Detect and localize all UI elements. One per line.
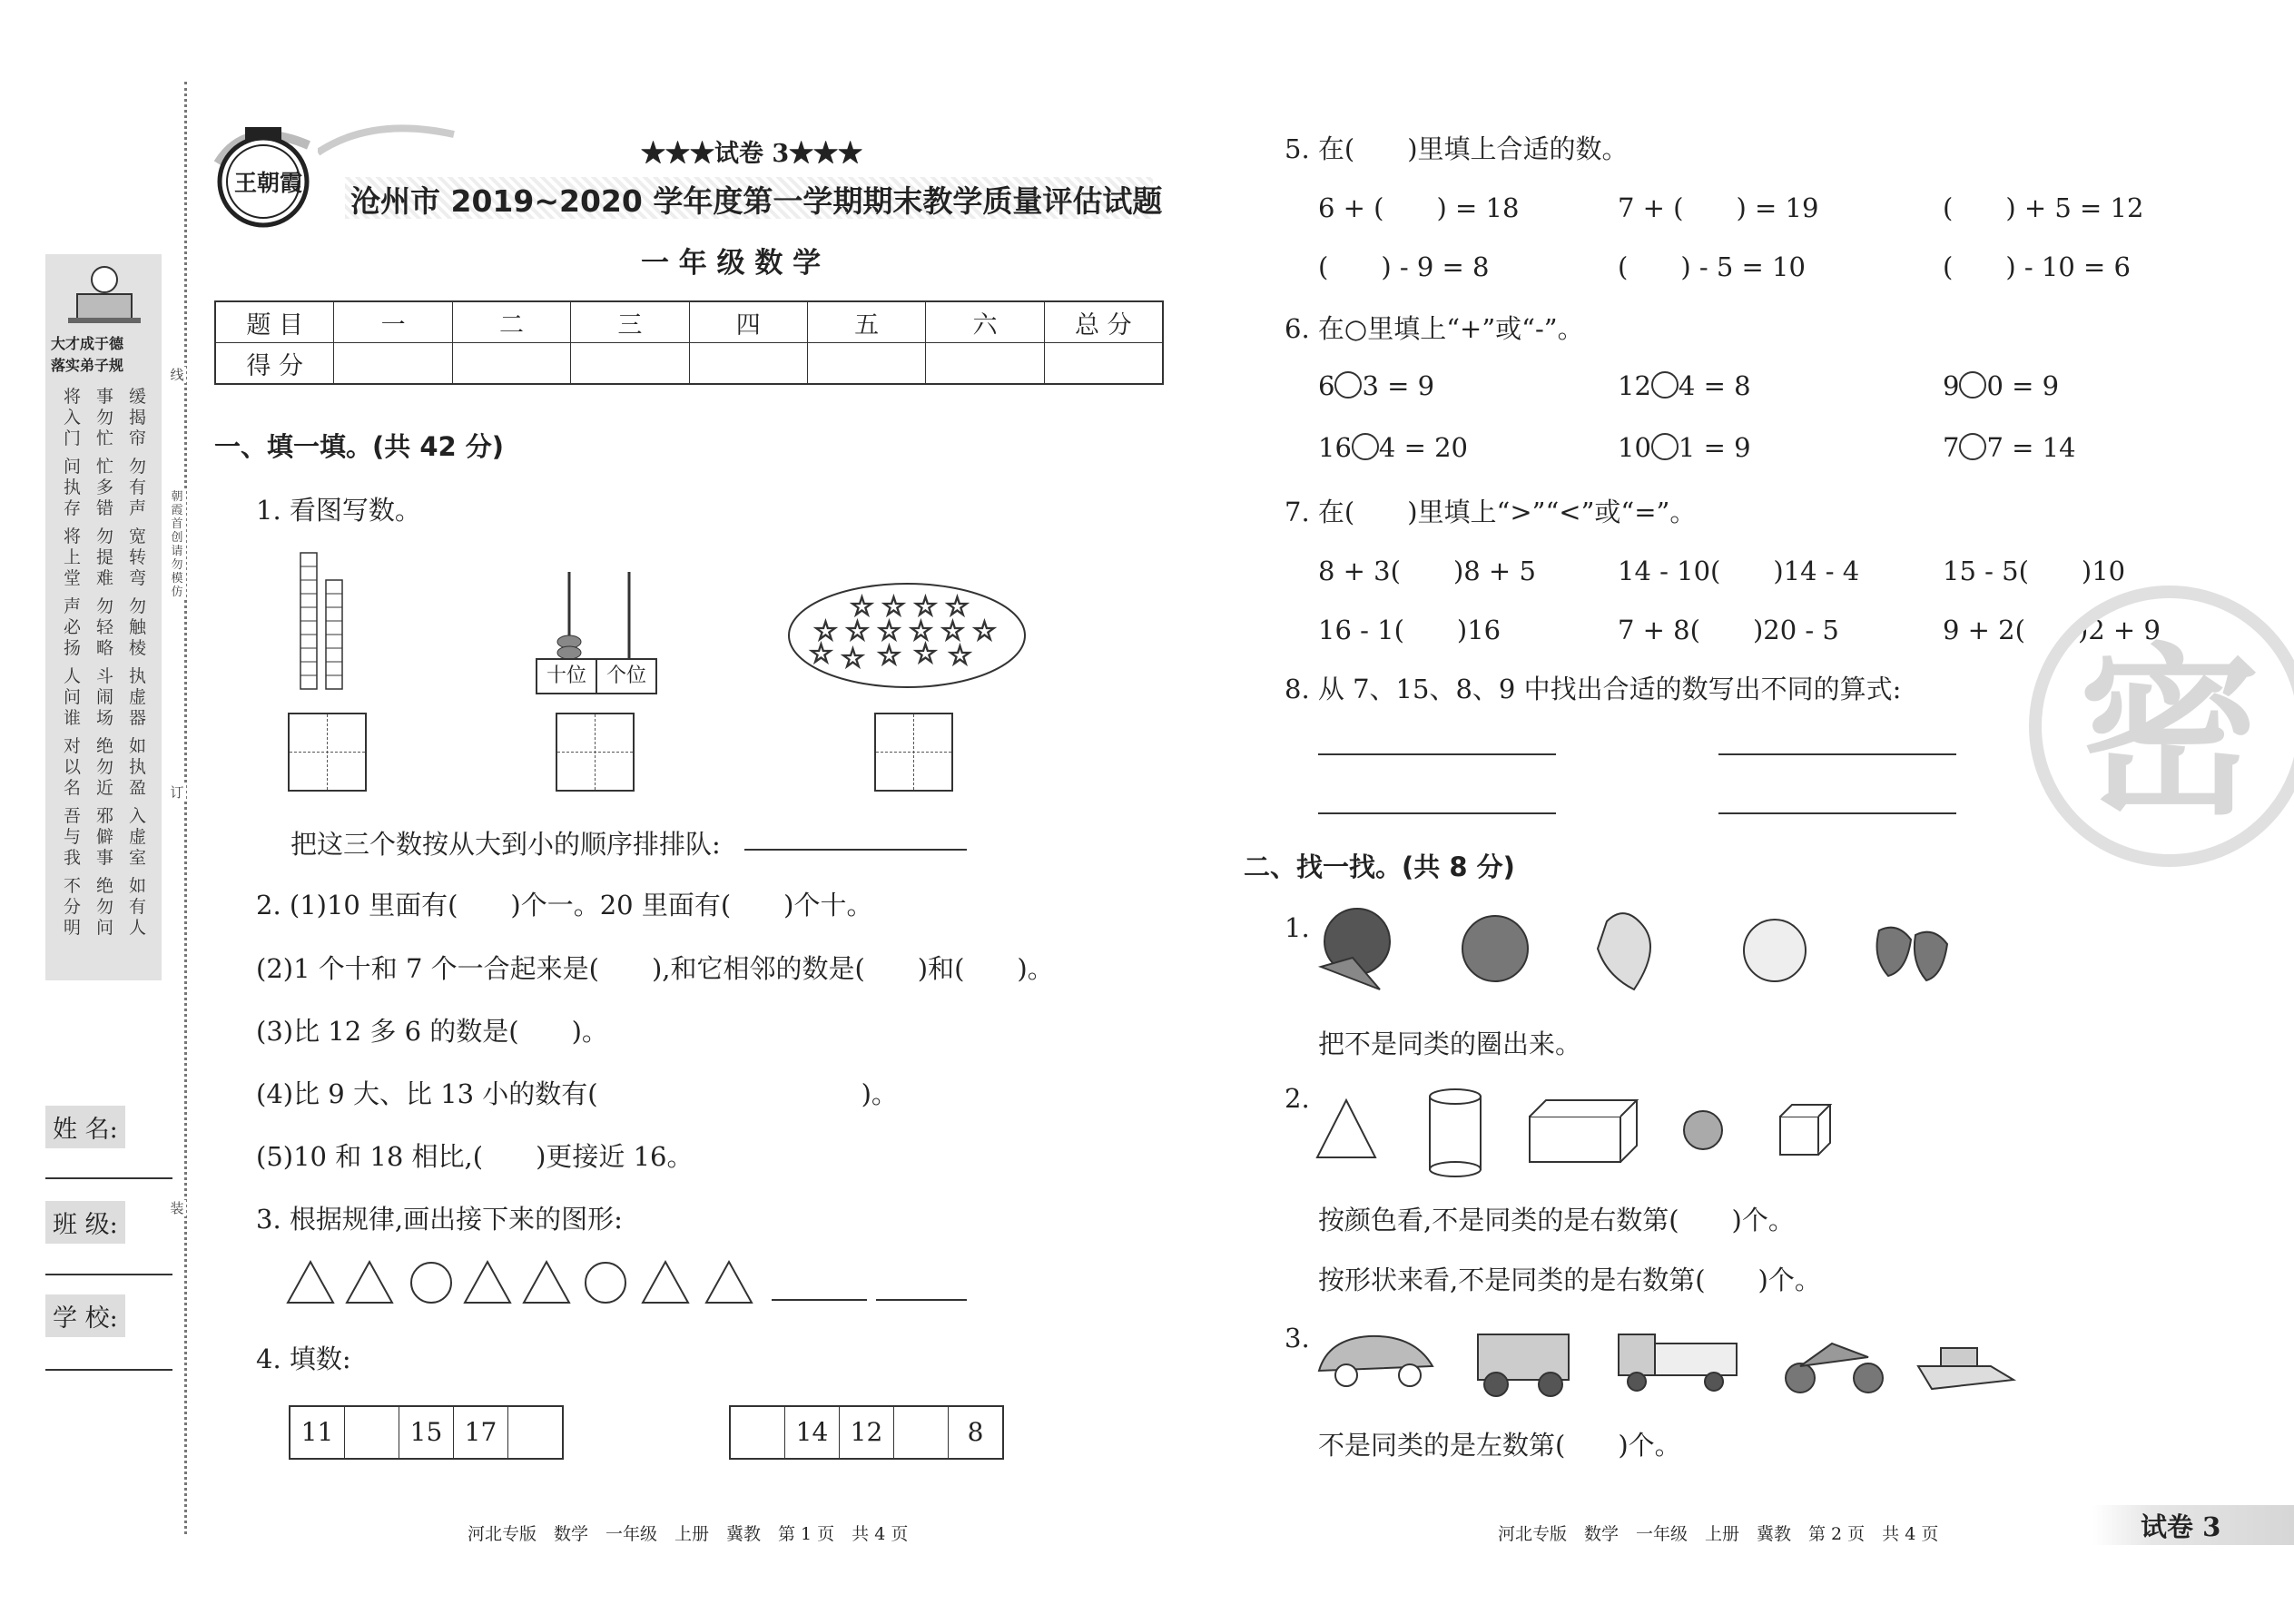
confidential-stamp (2029, 586, 2294, 867)
q4-cell: 11 (290, 1407, 345, 1458)
score-cell[interactable] (926, 343, 1044, 385)
triangle-shape (524, 1262, 569, 1303)
svg-text:☆: ☆ (940, 615, 965, 647)
operator-circle[interactable] (1959, 433, 1986, 460)
motto-group (64, 387, 148, 449)
q7-item: 7 + 8( )20 - 5 (1618, 615, 1839, 645)
q6-right: 1 = 9 (1678, 432, 1751, 463)
score-header-cell: 六 (926, 301, 1044, 343)
q6-right: 4 = 8 (1678, 370, 1751, 401)
q5-item: ( ) + 5 = 12 (1943, 192, 2144, 223)
triangle-shape (706, 1262, 752, 1303)
q4-cell: 12 (840, 1407, 894, 1458)
q6-left: 10 (1618, 432, 1651, 463)
q6-right: 7 = 14 (1986, 432, 2076, 463)
q7-prompt: 7. 在( )里填上“>”“<”或“=”。 (1285, 497, 1697, 527)
abacus-tens-label: 十位 (537, 660, 597, 693)
motto-column: 忙多错 (96, 457, 115, 518)
q6-left: 9 (1943, 370, 1960, 401)
q4-cell[interactable] (508, 1407, 562, 1458)
svg-text:☆: ☆ (972, 615, 997, 647)
q4-cell[interactable] (731, 1407, 785, 1458)
score-header-cell: 总 分 (1044, 301, 1163, 343)
score-cell[interactable] (452, 343, 570, 385)
motto-column: 缓揭帘 (129, 387, 148, 448)
operator-circle[interactable] (1651, 371, 1679, 399)
class-field[interactable] (45, 1274, 172, 1275)
q2-2: (2)1 个十和 7 个一合起来是( ),和它相邻的数是( )和( )。 (256, 953, 1054, 984)
motto-column: 勿有声 (129, 457, 148, 518)
q5-item: 6 + ( ) = 18 (1318, 192, 1520, 223)
svg-text:☆: ☆ (841, 643, 865, 674)
cabbage-icon (1598, 913, 1650, 989)
score-cell[interactable] (689, 343, 807, 385)
s2-q1-text: 把不是同类的圈出来。 (1318, 1029, 1582, 1059)
motto-column: 将上堂 (64, 527, 83, 588)
q5-item: ( ) - 5 = 10 (1618, 251, 1806, 282)
svg-text:☆: ☆ (881, 591, 906, 623)
q2-5: (5)10 和 18 相比,( )更接近 16。 (256, 1141, 694, 1172)
motto-column: 人问谁 (64, 666, 83, 728)
cylinder-icon (1430, 1097, 1481, 1169)
motto-top2: 落实弟子规 (51, 357, 124, 374)
q6-right: 4 = 20 (1378, 432, 1468, 463)
motto-column: 如有人 (129, 876, 148, 938)
motto-text (64, 387, 148, 946)
footer-right: 河北专版 数学 一年级 上册 冀教 第 2 页 共 4 页 (1498, 1524, 1939, 1544)
svg-text:☆: ☆ (813, 615, 838, 647)
school-label: 学 校: (45, 1294, 125, 1337)
svg-text:☆: ☆ (948, 640, 972, 672)
q2-3: (3)比 12 多 6 的数是( )。 (256, 1016, 608, 1047)
name-label: 姓 名: (45, 1106, 125, 1148)
q6-item (1943, 370, 2059, 401)
s2-q3-number: 3. (1285, 1323, 1310, 1353)
motto-column: 不分明 (64, 876, 83, 938)
binding-mark-line: 线 (168, 367, 186, 383)
q6-item (1618, 370, 1751, 401)
q4-cell: 15 (399, 1407, 454, 1458)
motto-column: 宽转弯 (129, 527, 148, 588)
q8-answer-line[interactable] (1718, 812, 1956, 814)
q6-right: 3 = 9 (1362, 370, 1435, 401)
q6-right: 0 = 9 (1986, 370, 2060, 401)
q8-answer-line[interactable] (1718, 753, 1956, 755)
scholar-figure-icon (64, 263, 145, 327)
sphere-icon (1684, 1111, 1722, 1149)
operator-circle[interactable] (1352, 433, 1379, 460)
binding-mark-zhuang: 装 (168, 1200, 186, 1216)
cube-icon (1780, 1117, 1818, 1155)
copyright-note: 朝霞首创 请勿模仿 (168, 490, 186, 599)
name-field[interactable] (45, 1177, 172, 1179)
q4-cell[interactable] (345, 1407, 399, 1458)
q6-item (1943, 432, 2076, 463)
q1-answer-box-2[interactable] (556, 713, 635, 792)
motto-column: 问执存 (64, 457, 83, 518)
footer-left: 河北专版 数学 一年级 上册 冀教 第 1 页 共 4 页 (468, 1524, 909, 1544)
svg-text:☆: ☆ (909, 615, 933, 647)
orange-icon (1744, 920, 1806, 981)
q5-item: ( ) - 10 = 6 (1943, 251, 2131, 282)
q3-pattern (286, 1257, 976, 1312)
section2-heading: 二、找一找。(共 8 分) (1244, 851, 1515, 882)
s2-q1-number: 1. (1285, 912, 1310, 943)
q1-prompt: 1. 看图写数。 (256, 495, 421, 526)
school-field[interactable] (45, 1369, 172, 1371)
q6-left: 6 (1318, 370, 1335, 401)
exam-subtitle: 一 年 级 数 学 (641, 247, 822, 280)
score-header-cell: 题 目 (215, 301, 334, 343)
motto-group (64, 876, 148, 939)
q4-row-1 (289, 1405, 564, 1460)
q7-item: 16 - 1( )16 (1318, 615, 1501, 645)
motto-group (64, 457, 148, 519)
q5-item: ( ) - 9 = 8 (1318, 251, 1490, 282)
logo-text: 王朝霞 (234, 170, 303, 196)
circle-shape (586, 1263, 625, 1303)
triangle-shape (465, 1262, 510, 1303)
score-header-cell: 一 (334, 301, 452, 343)
triangle-icon (1317, 1100, 1375, 1157)
svg-text:☆: ☆ (877, 640, 901, 672)
score-header-cell: 四 (689, 301, 807, 343)
score-header-cell: 五 (807, 301, 925, 343)
score-cell[interactable] (571, 343, 689, 385)
ribbon-decoration (318, 116, 463, 162)
motto-column: 绝勿问 (96, 876, 115, 938)
motto-column: 斗闹场 (96, 666, 115, 728)
q6-left: 7 (1943, 432, 1960, 463)
fruits-row (1316, 903, 1970, 994)
s2-q3-text: 不是同类的是左数第( )个。 (1318, 1430, 1681, 1461)
solids-row (1314, 1080, 1841, 1180)
q7-item: 15 - 5( )10 (1943, 556, 2126, 586)
q8-prompt: 8. 从 7、15、8、9 中找出合适的数写出不同的算式: (1285, 674, 1902, 704)
q7-item: 9 + 2( )2 + 9 (1943, 615, 2161, 645)
q4-cell: 14 (785, 1407, 840, 1458)
q8-answer-line[interactable] (1318, 812, 1556, 814)
svg-text:☆: ☆ (809, 638, 833, 670)
q4-prompt: 4. 填数: (256, 1343, 351, 1374)
q1-answer-box-1[interactable] (288, 713, 367, 792)
exam-tag: 试卷 3 (2141, 1511, 2221, 1542)
binding-dotted-line (184, 82, 187, 1534)
strawberry-icon (1877, 928, 1911, 976)
cuboid-icon (1530, 1117, 1620, 1162)
score-table (214, 300, 1164, 385)
score-header-cell: 二 (452, 301, 570, 343)
score-cell[interactable] (1044, 343, 1163, 385)
motto-column: 勿提难 (96, 527, 115, 588)
abacus-icon (536, 567, 654, 672)
svg-text:☆: ☆ (877, 615, 901, 647)
motto-group (64, 736, 148, 799)
section1-heading: 一、填一填。(共 42 分) (214, 431, 505, 462)
operator-circle[interactable] (1651, 433, 1679, 460)
q5-prompt: 5. 在( )里填上合适的数。 (1285, 133, 1629, 164)
score-row-label: 得 分 (215, 343, 334, 385)
svg-text:☆: ☆ (945, 591, 970, 623)
score-header-cell: 三 (571, 301, 689, 343)
exam-title: 沧州市 2019~2020 学年度第一学期期末教学质量评估试题 (350, 183, 1163, 219)
motto-column: 对以名 (64, 736, 83, 798)
motto-column: 勿触棱 (129, 596, 148, 658)
operator-circle[interactable] (1334, 371, 1362, 399)
q7-item: 8 + 3( )8 + 5 (1318, 556, 1536, 586)
motto-column: 入虚室 (129, 806, 148, 868)
q1-sort-answer[interactable] (744, 849, 967, 851)
svg-text:☆: ☆ (913, 638, 938, 670)
q4-cell[interactable] (894, 1407, 949, 1458)
q4-cell: 8 (967, 1417, 984, 1447)
q1-answer-box-3[interactable] (874, 713, 953, 792)
q6-left: 12 (1618, 370, 1651, 401)
exam-number: ★★★试卷 3★★★ (641, 140, 863, 168)
motto-column: 将入门 (64, 387, 83, 448)
vehicles-row (1314, 1316, 2023, 1403)
triangle-shape (347, 1262, 392, 1303)
motto-group (64, 806, 148, 869)
q1-sort-prompt: 把这三个数按从大到小的顺序排排队: (290, 829, 721, 860)
circle-shape (411, 1263, 451, 1303)
s2-q2-shape: 按形状来看,不是同类的是右数第( )个。 (1318, 1265, 1821, 1295)
q3-prompt: 3. 根据规律,画出接下来的图形: (256, 1204, 623, 1235)
stars-oval-icon (786, 581, 1028, 694)
triangle-shape (643, 1262, 688, 1303)
q7-item: 14 - 10( )14 - 4 (1618, 556, 1860, 586)
motto-column: 邪僻事 (96, 806, 115, 868)
score-cell[interactable] (807, 343, 925, 385)
s2-q2-number: 2. (1285, 1083, 1310, 1114)
motto-column: 声必扬 (64, 596, 83, 658)
q2-4: (4)比 9 大、比 13 小的数有( )。 (256, 1078, 898, 1109)
class-label: 班 级: (45, 1201, 125, 1244)
q4-row-2 (729, 1405, 1004, 1460)
motto-column: 如执盈 (129, 736, 148, 798)
triangle-shape (288, 1262, 333, 1303)
operator-circle[interactable] (1959, 371, 1986, 399)
svg-text:☆: ☆ (913, 591, 938, 623)
motto-group (64, 596, 148, 659)
q4-cell: 17 (454, 1407, 508, 1458)
q8-answer-line[interactable] (1318, 753, 1556, 755)
motto-column: 吾与我 (64, 806, 83, 868)
q2-1: 2. (1)10 里面有( )个一。20 里面有( )个十。 (256, 890, 873, 920)
q6-left: 16 (1318, 432, 1352, 463)
motto-column: 绝勿近 (96, 736, 115, 798)
motto-column: 勿轻略 (96, 596, 115, 658)
motto-top: 大才成于德 (51, 335, 124, 352)
motorcycle-icon (1786, 1363, 1815, 1393)
cube-stacks-icon (295, 549, 359, 694)
cantaloupe-icon (1462, 916, 1528, 981)
ship-icon (1918, 1366, 2013, 1389)
q6-item (1618, 432, 1751, 463)
q6-item (1318, 370, 1434, 401)
binding-mark-ding: 订 (168, 784, 186, 801)
motto-group (64, 527, 148, 589)
q5-item: 7 + ( ) = 19 (1618, 192, 1819, 223)
score-cell[interactable] (334, 343, 452, 385)
motto-column: 事勿忙 (96, 387, 115, 448)
q6-item (1318, 432, 1468, 463)
s2-q2-color: 按颜色看,不是同类的是右数第( )个。 (1318, 1205, 1795, 1235)
motto-group (64, 666, 148, 729)
svg-text:☆: ☆ (850, 591, 874, 623)
q6-prompt: 6. 在○里填上“+”或“-”。 (1285, 313, 1584, 344)
truck-icon (1619, 1334, 1655, 1375)
svg-text:☆: ☆ (845, 615, 870, 647)
motto-column: 执虚器 (129, 666, 148, 728)
stamp-character: 密 (2078, 628, 2260, 840)
abacus-ones-label: 个位 (605, 664, 646, 687)
abacus-base (536, 658, 657, 694)
